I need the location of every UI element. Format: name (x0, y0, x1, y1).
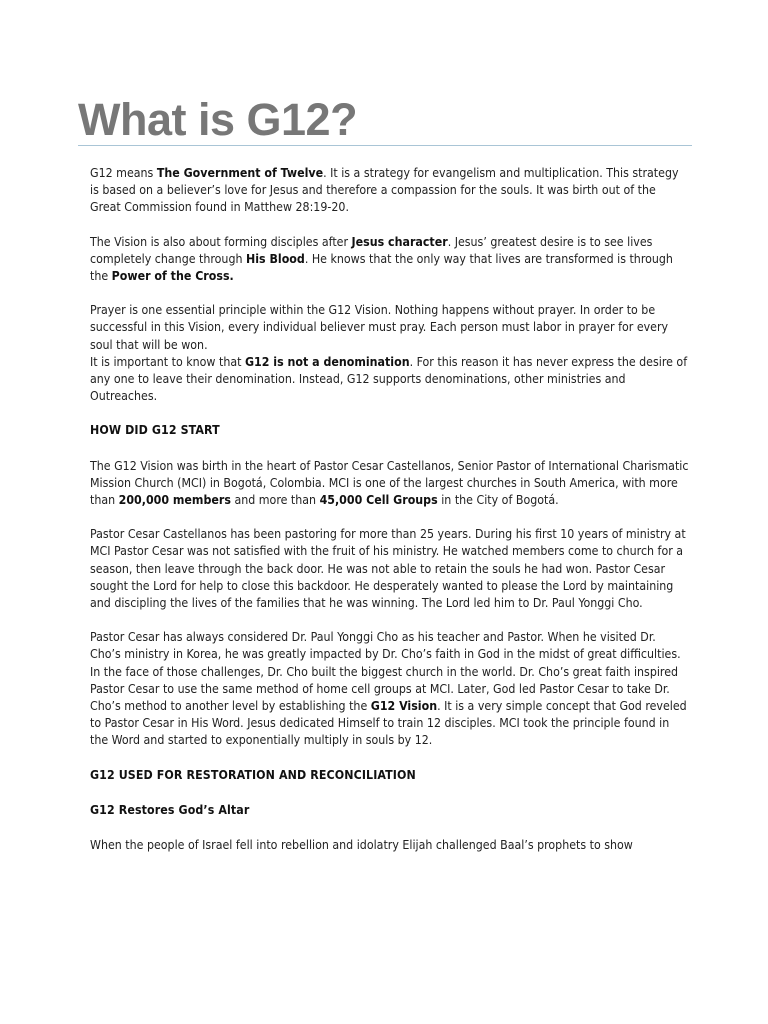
paragraph-elijah: When the people of Israel fell into rebellion and idolatry Elijah challenged Baal’s prophets to show (90, 838, 633, 853)
text-span: . It is a very simple concept that God reveled to Pastor Cesar in His Word. Jesus dedicated Himself to train 12 disciples. MCI took the principle found in the Word and started to exponentially multiply in souls by 12. (90, 699, 687, 748)
text-span: and more than (230, 493, 320, 508)
bold-text: The Government of Twelve (156, 166, 324, 180)
page-title: What is G12? (78, 94, 358, 145)
text-span: . He knows that the only way that lives are transformed is through the (90, 251, 673, 284)
paragraph-pastoring: Pastor Cesar Castellanos has been pastoring for more than 25 years. During his first 10 years of ministry at MCI Pastor Cesar was not satisfied with the fruit of his ministry. He watched members come to church for a season, then leave through the back door. He was not able to retain the souls he had won. Pastor Cesar sought the Lord for help to close this backdoor. He desperately wanted to please the Lord by maintaining and discipling the lives of the families that he was winning. The Lord led him to Dr. Paul Yonggi Cho. (90, 527, 686, 611)
text-span: . Jesus’ greatest desire is to see lives completely change through (90, 234, 653, 266)
text-span: It is important to know that (90, 354, 245, 369)
paragraph-prayer: Prayer is one essential principle within the G12 Vision. Nothing happens without prayer. In order to be successful in this Vision, every individual believer must pray. Each person must labor in prayer for every soul that will be won. (90, 303, 669, 352)
bold-text: 200,000 members (118, 493, 231, 508)
paragraph-vision (90, 234, 690, 286)
document-body (90, 165, 690, 871)
bold-text: His Blood (246, 251, 305, 266)
text-span: . It is a strategy for evangelism and multiplication. This strategy is based on a believer’s love for Jesus and therefore a compassion for the souls. It was birth out of the Great Commission found in Matthew 28:19-20. (90, 166, 679, 215)
paragraph-cho (90, 629, 690, 749)
text-span: Pastor Cesar has always considered Dr. Paul Yonggi Cho as his teacher and Pastor. When he visited Dr. Cho’s ministry in Korea, he was greatly impacted by Dr. Cho’s faith in God in the midst of great difficulties. In the face of those challenges, Dr. Cho built the biggest church in the world. Dr. Cho’s great faith inspired Pastor Cesar to use the same method of home cell groups at MCI. Later, God led Pastor Cesar to take Dr. Cho’s method to another level by establishing the (90, 630, 681, 714)
paragraph-origin (90, 458, 690, 510)
bold-text: G12 is not a denomination (244, 354, 410, 369)
section-heading-start: HOW DID G12 START (90, 423, 220, 438)
bold-text: G12 Vision (370, 699, 438, 714)
text-span: The G12 Vision was birth in the heart of Pastor Cesar Castellanos, Senior Pastor of International Charismatic Mission Church (MCI) in Bogotá, Colombia. MCI is one of the largest churches in South America, with more than (90, 458, 689, 508)
bold-text: Power of the Cross. (111, 269, 234, 284)
bold-text: 45,000 Cell Groups (319, 493, 438, 508)
paragraph-denomination (90, 354, 690, 406)
text-span: . For this reason it has never express the desire of any one to leave their denomination. Instead, G12 supports denominations, other ministries and Outreaches. (90, 354, 688, 404)
text-span: in the City of Bogotá. (437, 493, 559, 508)
title-underline (78, 145, 692, 146)
text-span: G12 means (90, 166, 157, 180)
bold-text: Jesus character (351, 234, 448, 249)
subheading-altar: G12 Restores God’s Altar (90, 802, 250, 817)
section-heading-restoration: G12 USED FOR RESTORATION AND RECONCILIATION (90, 767, 416, 782)
text-span: The Vision is also about forming disciples after (90, 234, 352, 249)
paragraph-definition (90, 165, 690, 217)
